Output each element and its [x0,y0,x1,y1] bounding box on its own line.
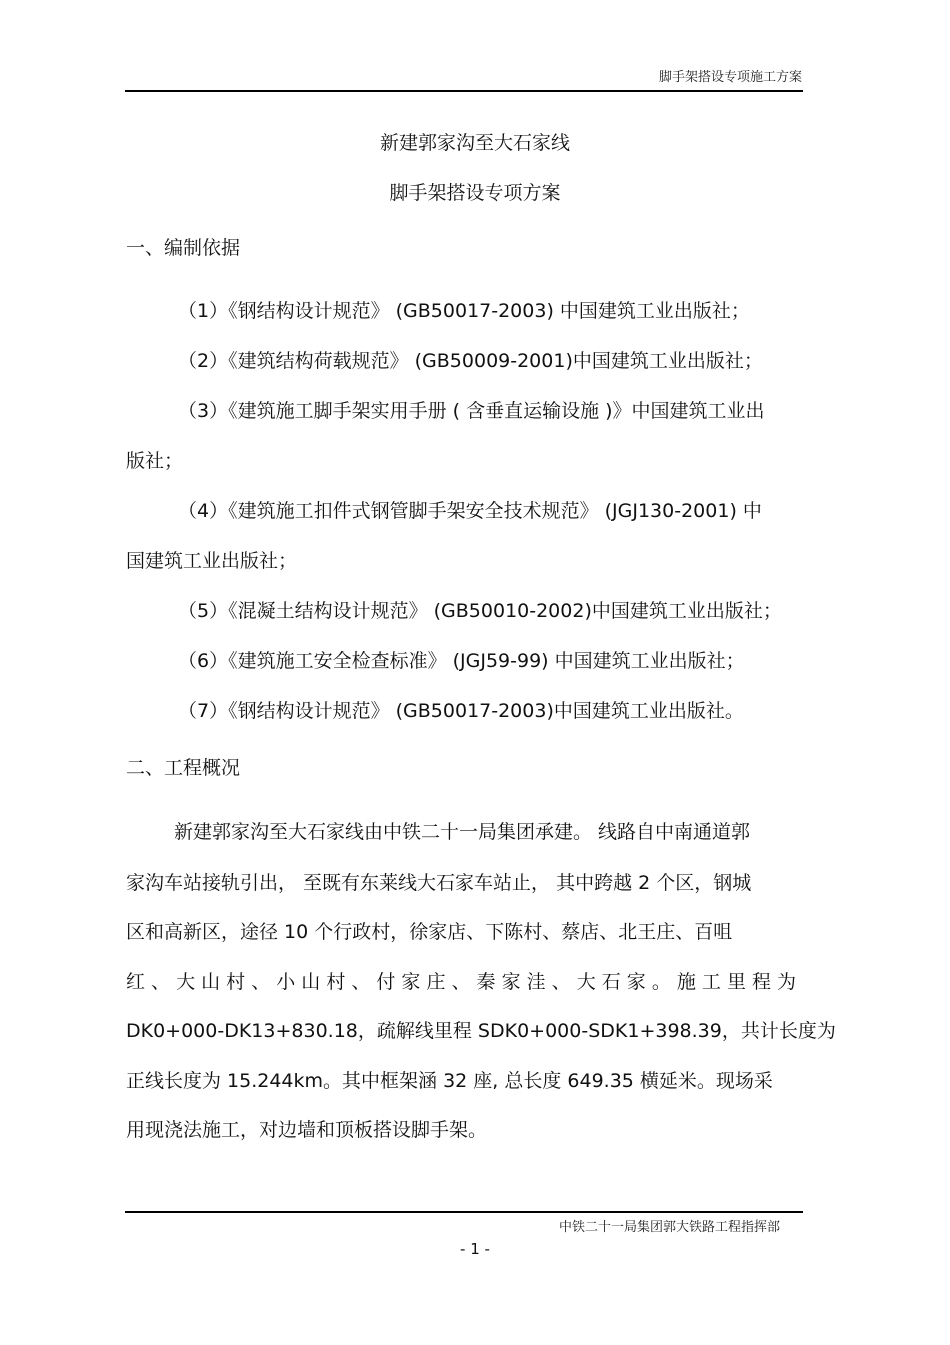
reference-item-5 [126,586,826,636]
reference-item-2 [126,336,826,386]
reference-text: （1）《钢结构设计规范》 (GB50017-2003) 中国建筑工业出版社； [178,300,750,322]
reference-item-4 [126,486,826,586]
document-title-line1: 新建郭家沟至大石家线 [379,132,570,154]
section-heading-overview: 二、工程概况 [126,757,241,779]
paragraph-line: 区和高新区，途径 10 个行政村，徐家店、下陈村、蔡店、北王庄、百咀 [126,921,733,943]
reference-text: （2）《建筑结构荷载规范》 (GB50009-2001)中国建筑工业出版社； [178,350,763,372]
reference-item-1 [126,286,826,336]
page-header-title: 脚手架搭设专项施工方案 [658,70,802,85]
reference-text: （3）《建筑施工脚手架实用手册 ( 含垂直运输设施 )》中国建筑工业出 [178,400,765,422]
page-number: - 1 - [460,1240,490,1258]
document-title-line2: 脚手架搭设专项方案 [389,182,561,204]
header-rule [125,90,803,92]
paragraph-line: 家沟车站接轨引出， 至既有东莱线大石家车站止， 其中跨越 2 个区，钢城 [126,872,752,894]
footer-rule [125,1211,803,1213]
reference-text: （7）《钢结构设计规范》 (GB50017-2003)中国建筑工业出版社。 [178,700,744,722]
reference-text: （6）《建筑施工安全检查标准》 (JGJ59-99) 中国建筑工业出版社； [178,650,745,672]
reference-text-cont: 国建筑工业出版社； [126,550,298,572]
reference-text-cont: 版社； [126,450,184,472]
reference-item-3 [126,386,826,486]
paragraph-line: 正线长度为 15.244km。其中框架涵 32 座, 总长度 649.35 横延米。现场采 [126,1070,773,1092]
paragraph-line: 用现浇法施工，对边墙和顶板搭设脚手架。 [126,1119,488,1141]
paragraph-line: 红 、 大 山 村 、 小 山 村 、 付 家 庄 、 秦 家 洼 、 大 石 家 。 施 工 里 程 为 [126,971,797,993]
reference-text: （5）《混凝土结构设计规范》 (GB50010-2002)中国建筑工业出版社； [178,600,782,622]
reference-text: （4）《建筑施工扣件式钢管脚手架安全技术规范》 (JGJ130-2001) 中 [178,500,762,522]
footer-organization: 中铁二十一局集团郭大铁路工程指挥部 [558,1220,780,1235]
reference-item-7 [126,686,826,736]
reference-item-6 [126,636,826,686]
paragraph-line: 新建郭家沟至大石家线由中铁二十一局集团承建。 线路自中南通道郭 [174,821,751,843]
section-heading-basis: 一、编制依据 [126,237,241,259]
paragraph-line: DK0+000-DK13+830.18，疏解线里程 SDK0+000-SDK1+398.39，共计长度为 [126,1020,836,1042]
